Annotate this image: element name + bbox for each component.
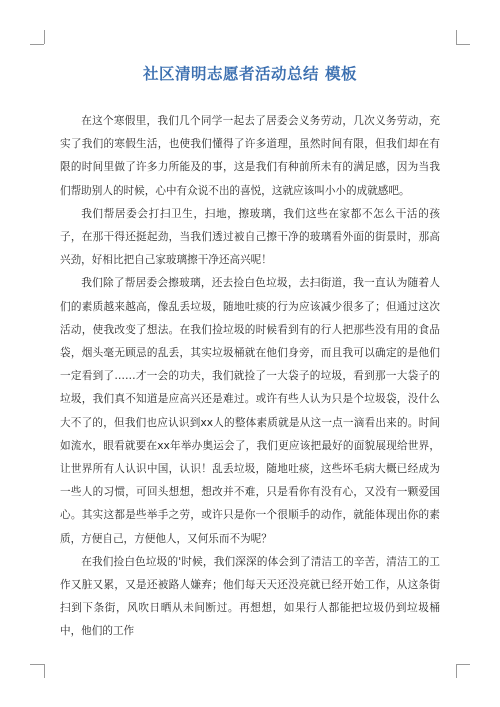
crop-mark-top-right <box>456 30 457 44</box>
paragraph: 我们除了帮居委会擦玻璃，还去捡白色垃圾，去扫街道，我一直认为随着人们的素质越来越高，像乱丢垃圾，随地吐痰的行为应该减少很多了；但通过这次活动，使我改变了想法。在我们捡垃圾的时候看到有的行人把那些没有用的食品袋，烟头毫无顾忌的乱丢，其实垃圾桶就在他们身旁，而且我可以确定的是他们一定看到了……才一会的功夫，我们就捡了一大袋子的垃圾，看到那一大袋子的垃圾，我们真不知道是应高兴还是难过。或许有些人认为只是个垃圾袋，没什么大不了的，但我们也应认识到xx人的整体素质就是从这一点一滴看出来的。时间如流水，眼看就要在xx年举办奥运会了，我们更应该把最好的面貌展现给世界，让世界所有人认识中国，认识！乱丢垃圾，随地吐痰，这些坏毛病大概已经成为一些人的习惯，可回头想想，想改并不难，只是看你有没有心，又没有一颗爱国心。其实这都是些举手之劳，或许只是你一个很顺手的动作，就能体现出你的素质，方便自己，方便他人，又何乐而不为呢？ <box>60 277 440 545</box>
crop-mark-top-left <box>44 30 45 44</box>
crop-mark-top-right <box>456 44 470 45</box>
paragraph: 在这个寒假里，我们几个同学一起去了居委会义务劳动，几次义务劳动，充实了我们的寒假生活，也使我们懂得了许多道理，虽然时间有限，但我们却在有限的时间里做了许多力所能及的事，这是我们有种前所未有的满足感，因为当我们帮助别人的时候，心中有众说不出的喜悦，这就应该叫小小的成就感吧。 <box>60 115 440 197</box>
document-body <box>60 110 440 644</box>
paragraph: 在我们捡白色垃圾的'时候，我们深深的体会到了清洁工的辛苦，清洁工的工作又脏又累，又是还被路人嫌弃；他们每天天还没亮就已经开始工作，从这条街扫到下条街，风吹日晒从未间断过。再想想，如果行人都能把垃圾仍到垃圾桶中，他们的工作 <box>60 555 440 638</box>
crop-mark-top-left <box>30 44 44 45</box>
crop-mark-bottom-left <box>44 664 45 678</box>
crop-mark-bottom-left <box>30 664 44 665</box>
crop-mark-bottom-right <box>456 664 470 665</box>
paragraph: 我们帮居委会打扫卫生，扫地，擦玻璃，我们这些在家都不怎么干活的孩子，在那干得还挺起劲，当我们透过被自己擦干净的玻璃看外面的街景时，那高兴劲，好相比把自己家玻璃擦干净还高兴呢！ <box>60 207 440 267</box>
document-title: 社区清明志愿者活动总结 模板 <box>143 65 357 83</box>
crop-mark-bottom-right <box>456 664 457 678</box>
